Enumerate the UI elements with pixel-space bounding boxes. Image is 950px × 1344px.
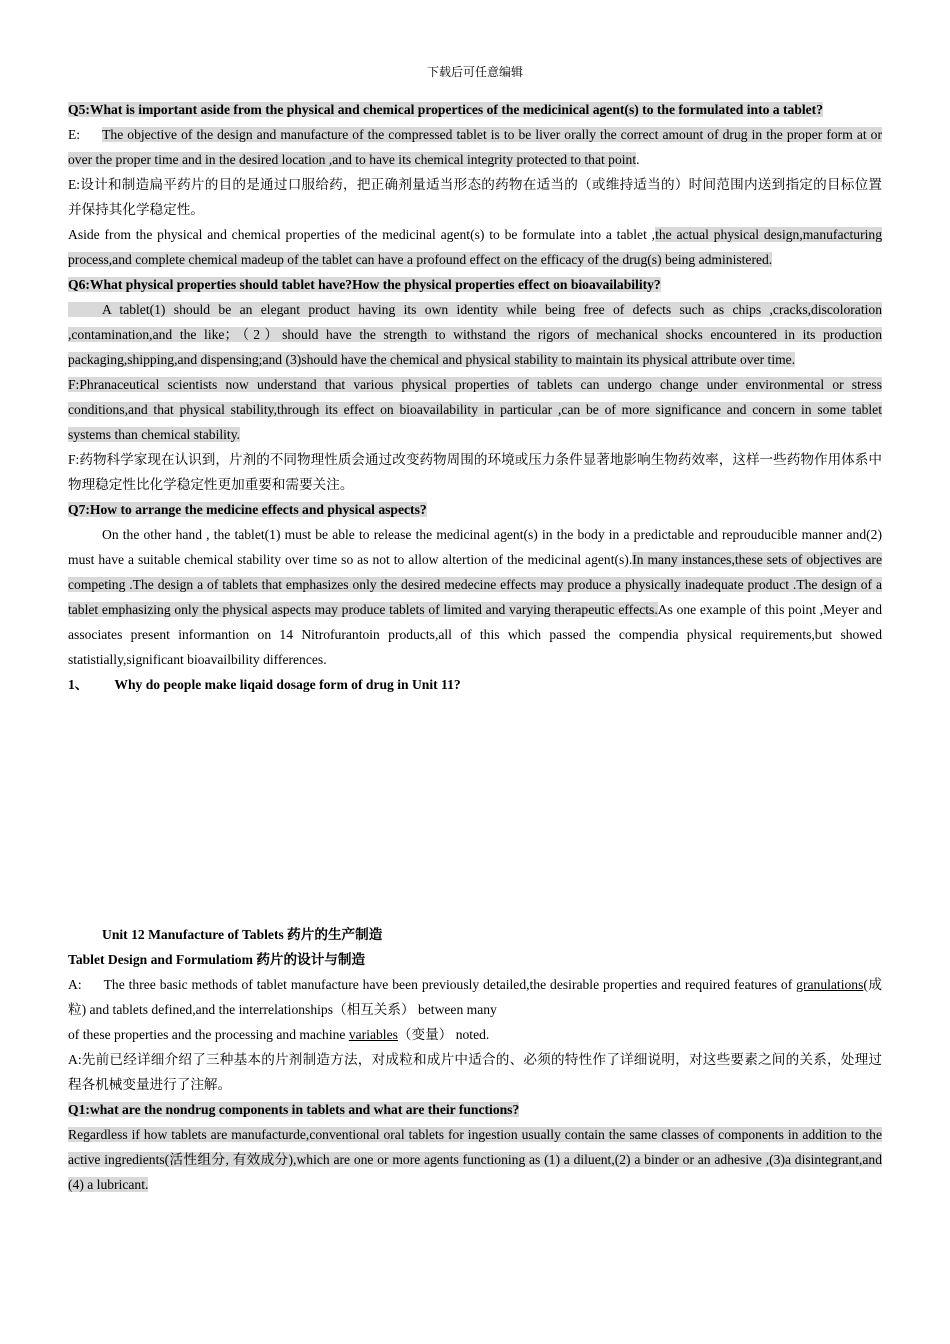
q6-title: Q6:What physical properties should tablet have?How the physical properties effect on bioavailability? bbox=[68, 277, 661, 292]
q5-e-paragraph: E: The objective of the design and manufacture of the compressed tablet is to be liver orally the correct amount of drug in the proper form at or over the proper time and in the desired location ,and to have its chemical integrity protected to that point. bbox=[68, 127, 882, 167]
unit12-a-paragraph: A: The three basic methods of tablet manufacture have been previously detailed,the desirable properties and required features of granulations(成粒) and tablets defined,and the interrelationships（相互关系） between many bbox=[68, 977, 883, 1017]
unit12-title: Unit 12 Manufacture of Tablets 药片的生产制造 bbox=[102, 927, 383, 942]
unit12-a-paragraph-cont: of these properties and the processing and machine variables（变量） noted. bbox=[68, 1027, 490, 1042]
list-item-question: 1、 Why do people make liqaid dosage form of drug in Unit 11? bbox=[68, 677, 461, 692]
q5-aside-highlight: the actual physical design,manufacturing process,and complete chemical madeup of the tablet can have a profound effect on the efficacy of the drug(s) being administered. bbox=[68, 227, 882, 267]
unit12-q1-answer: Regardless if how tablets are manufacturde,conventional oral tablets for ingestion usually contain the same classes of components in addition to the active ingredients(活性组分, 有效成分),which are one or more agents functioning as (1) a diluent,(2) a binder or an adhesive ,(3)a disintegrant,and (4) a lubricant. bbox=[68, 1127, 882, 1192]
document-body bbox=[68, 97, 882, 1197]
page-header: 下载后可任意编辑 bbox=[426, 65, 523, 79]
blank-space bbox=[68, 697, 882, 922]
q7-paragraph: On the other hand , the tablet(1) must be able to release the medicinal agent(s) in the body in a predictable and reprouducible manner and(2) must have a suitable chemical stability over time so as not to allow altertion of the medicinal agent(s).In many instances,these sets of objectives are competing .The design a of tablets that emphasizes only the desired medecine effects may produce a physically inadequate product .The design of a tablet emphasizing only the physical aspects may produce tablets of limited and varying therapeutic effects.As one example of this point ,Meyer and associates present informantion on 14 Nitrofurantoin products,all of this which passed the compendia physical requirements,but showed statistially,significant bioavailbility differences. bbox=[68, 527, 882, 667]
q5-e-chinese: E:设计和制造扁平药片的目的是通过口服给药，把正确剂量适当形态的药物在适当的（或维持适当的）时间范围内送到指定的目标位置并保持其化学稳定性。 bbox=[68, 177, 882, 217]
q6-f-paragraph: F:Phranaceutical scientists now understand that various physical properties of tablets can undergo change under environmental or stress conditions,and that physical stability,through its effect on bioavailability in particular ,can be of more significance and concern in some tablet systems than chemical stability. bbox=[68, 377, 882, 442]
unit12-subtitle: Tablet Design and Formulatiom 药片的设计与制造 bbox=[68, 952, 366, 967]
q7-title: Q7:How to arrange the medicine effects and physical aspects? bbox=[68, 502, 427, 517]
q7-highlight: In many instances,these sets of objectives are competing .The design a of tablets that emphasizes only the desired medecine effects may produce a physically inadequate product .The design of a tablet emphasizing only the physical aspects may produce tablets of limited and varying therapeutic effects. bbox=[68, 552, 882, 617]
q6-f-chinese: F:药物科学家现在认识到，片剂的不同物理性质会通过改变药物周围的环境或压力条件显著地影响生物药效率，这样一些药物作用体系中物理稳定性比化学稳定性更加重要和需要关注。 bbox=[68, 452, 882, 492]
q6-answer: A tablet(1) should be an elegant product having its own identity while being free of defects such as chips ,cracks,discoloration ,contamination,and the like；（2）should have the strength to withstand the rigors of mechanical shocks encountered in its production packaging,shipping,and dispensing;and (3)should have the chemical and physical stability to maintain its physical attribute over time. bbox=[68, 302, 882, 367]
unit12-q1-title: Q1:what are the nondrug components in tablets and what are their functions? bbox=[68, 1102, 520, 1117]
granulations-link[interactable]: granulations bbox=[796, 977, 864, 992]
q5-aside-paragraph: Aside from the physical and chemical properties of the medicinal agent(s) to be formulate into a tablet ,the actual physical design,manufacturing process,and complete chemical madeup of the tablet can have a profound effect on the efficacy of the drug(s) being administered. bbox=[68, 227, 882, 267]
q5-title: Q5:What is important aside from the physical and chemical propertices of the medicinical agent(s) to the formulated into a tablet? bbox=[68, 102, 824, 117]
q5-e-highlight: The objective of the design and manufacture of the compressed tablet is to be liver orally the correct amount of drug in the proper form at or over the proper time and in the desired location ,and to have its chemical integrity protected to that point bbox=[68, 127, 882, 167]
variables-link[interactable]: variables bbox=[348, 1027, 398, 1042]
unit12-a-chinese: A:先前已经详细介绍了三种基本的片剂制造方法，对成粒和成片中适合的、必须的特性作了详细说明，对这些要素之间的关系，处理过程各机械变量进行了注解。 bbox=[68, 1052, 882, 1092]
